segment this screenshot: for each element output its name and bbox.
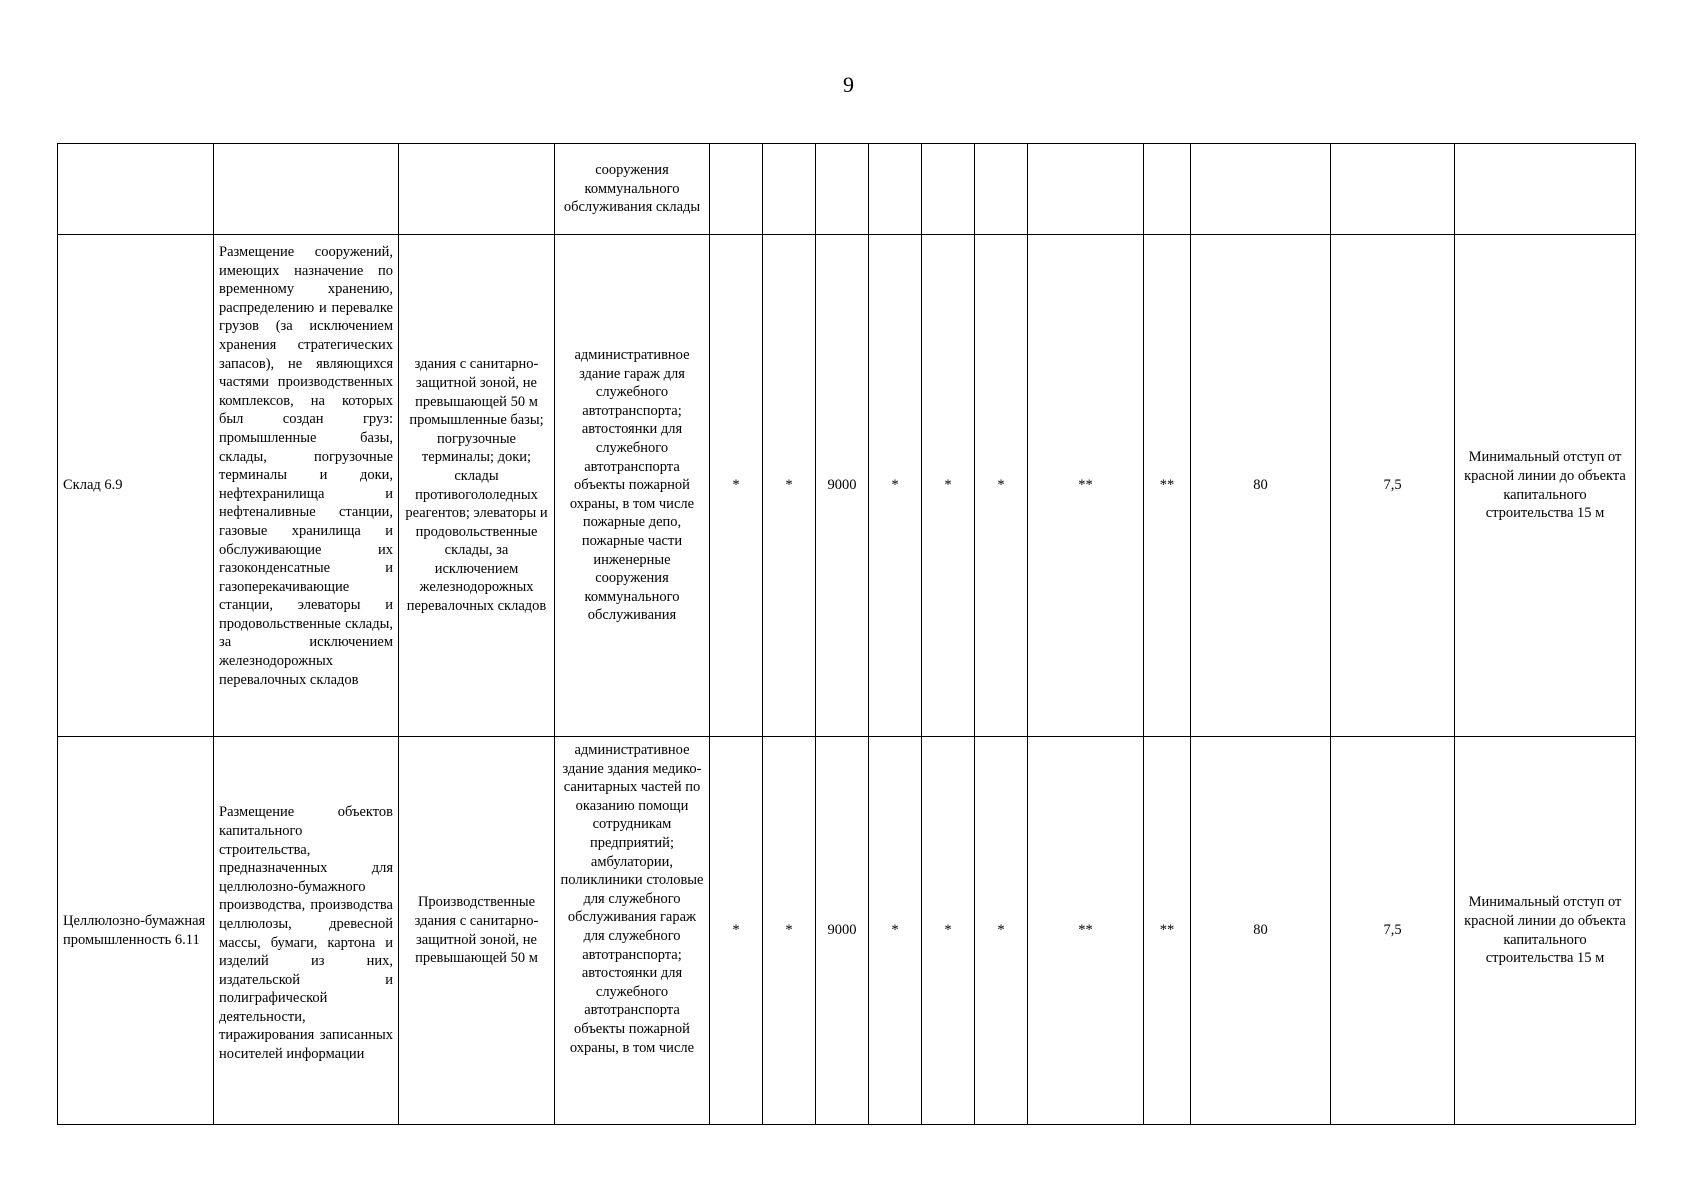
param-cell [1028, 144, 1144, 235]
param-cell: ** [1028, 235, 1144, 737]
conditional-uses-cell: здания с санитарно-защитной зоной, не превышающей 50 м промышленные базы; погрузочные терминалы; доки; склады противогололедных реагентов; элеваторы и продовольственные склады, за исключением железнодорожных перевалочных складов [399, 235, 555, 737]
param-cell: * [975, 235, 1028, 737]
param-cell: * [869, 235, 922, 737]
notes-cell [1455, 144, 1636, 235]
param-cell [1191, 144, 1331, 235]
param-cell: * [922, 737, 975, 1125]
auxiliary-uses-cell: сооружения коммунального обслуживания склады [555, 144, 710, 235]
param-cell: 7,5 [1331, 235, 1455, 737]
param-cell [922, 144, 975, 235]
param-cell [816, 144, 869, 235]
param-cell: * [710, 737, 763, 1125]
param-cell: * [975, 737, 1028, 1125]
param-cell: * [922, 235, 975, 737]
use-name-cell [58, 144, 214, 235]
param-cell: * [763, 235, 816, 737]
param-cell: ** [1144, 235, 1191, 737]
param-cell: * [710, 235, 763, 737]
param-cell: 80 [1191, 235, 1331, 737]
param-cell [763, 144, 816, 235]
param-cell: * [763, 737, 816, 1125]
use-name-cell: Склад 6.9 [58, 235, 214, 737]
param-cell: ** [1144, 737, 1191, 1125]
param-cell [710, 144, 763, 235]
page-number: 9 [843, 72, 854, 97]
land-use-regulations-table [57, 143, 1636, 1125]
use-description-cell: Размещение объектов капитального строительства, предназначенных для целлюлозно-бумажного производства, производства целлюлозы, древесной массы, бумаги, картона и изделий из них, издательской и полиграфической деятельности, тиражирования записанных носителей информации [214, 737, 399, 1125]
param-cell [1144, 144, 1191, 235]
conditional-uses-cell: Производственные здания с санитарно-защитной зоной, не превышающей 50 м [399, 737, 555, 1125]
param-cell: 7,5 [1331, 737, 1455, 1125]
param-cell: * [869, 737, 922, 1125]
notes-cell: Минимальный отступ от красной линии до объекта капитального строительства 15 м [1455, 737, 1636, 1125]
auxiliary-uses-cell: административное здание гараж для служебного автотранспорта; автостоянки для служебного автотранспорта объекты пожарной охраны, в том числе пожарные депо, пожарные части инженерные сооружения коммунального обслуживания [555, 235, 710, 737]
conditional-uses-cell [399, 144, 555, 235]
use-name-cell: Целлюлозно-бумажная промышленность 6.11 [58, 737, 214, 1125]
param-cell: 80 [1191, 737, 1331, 1125]
param-cell: 9000 [816, 737, 869, 1125]
param-cell: ** [1028, 737, 1144, 1125]
table-row-continuation [58, 144, 1636, 235]
table-row-pulp-paper [58, 737, 1636, 1125]
use-description-cell: Размещение сооружений, имеющих назначение по временному хранению, распределению и перевалке грузов (за исключением хранения стратегических запасов), не являющихся частями производственных комплексов, на которых был создан груз: промышленные базы, склады, погрузочные терминалы и доки, нефтехранилища и нефтеналивные станции, газовые хранилища и обслуживающие их газоконденсатные и газоперекачивающие станции, элеваторы и продовольственные склады, за исключением железнодорожных перевалочных складов [214, 235, 399, 737]
param-cell [1331, 144, 1455, 235]
notes-cell: Минимальный отступ от красной линии до объекта капитального строительства 15 м [1455, 235, 1636, 737]
table-row-warehouse [58, 235, 1636, 737]
param-cell [975, 144, 1028, 235]
use-description-cell [214, 144, 399, 235]
param-cell [869, 144, 922, 235]
auxiliary-uses-cell: административное здание здания медико-санитарных частей по оказанию помощи сотрудникам предприятий; амбулатории, поликлиники столовые для служебного обслуживания гараж для служебного автотранспорта; автостоянки для служебного автотранспорта объекты пожарной охраны, в том числе [555, 737, 710, 1125]
param-cell: 9000 [816, 235, 869, 737]
